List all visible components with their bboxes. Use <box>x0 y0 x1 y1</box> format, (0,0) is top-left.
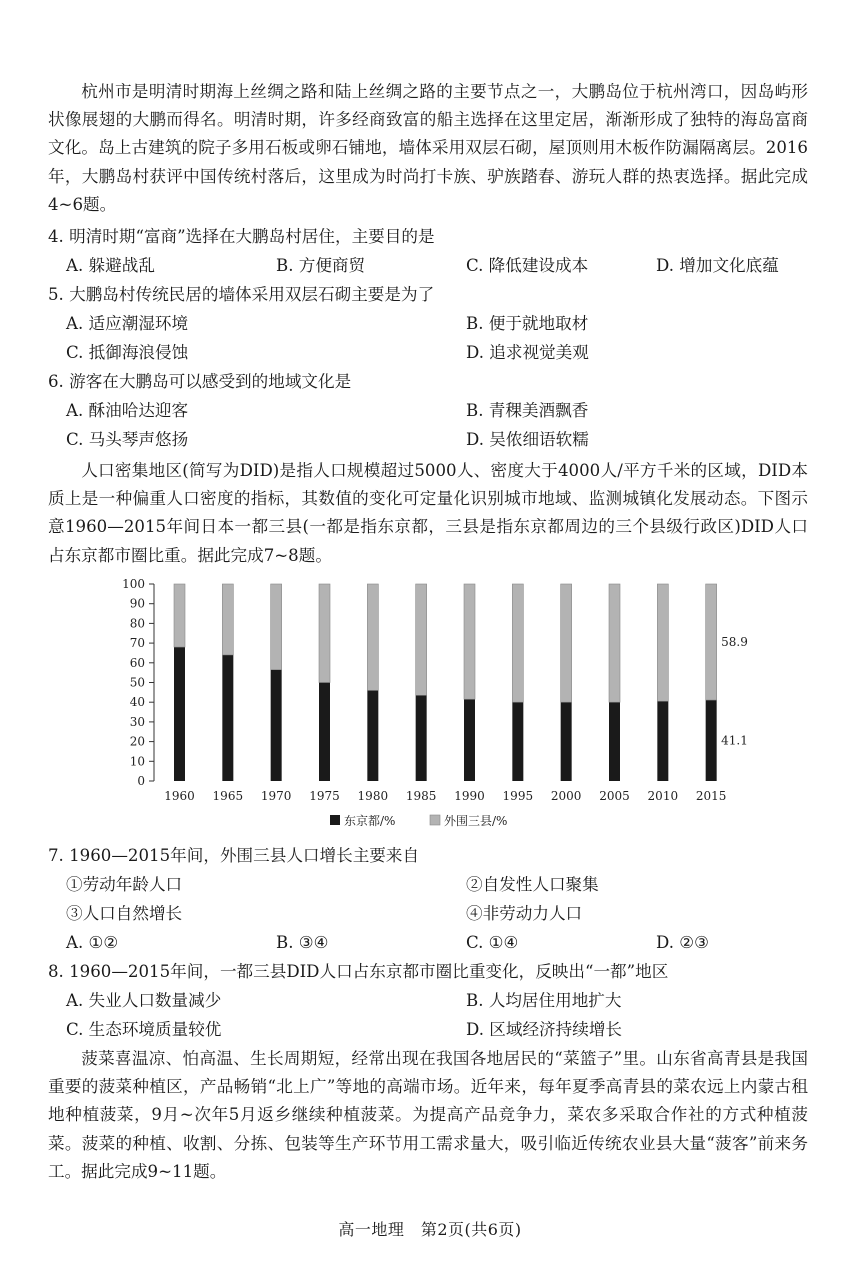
y-tick-label: 100 <box>122 577 145 591</box>
question-6-stem: 6. 游客在大鹏岛可以感受到的地域文化是 <box>48 372 352 391</box>
q6-option-a: A. 酥油哈达迎客 <box>66 401 189 420</box>
q7-item-4: ④非劳动力人口 <box>466 904 583 923</box>
q8-option-a: A. 失业人口数量减少 <box>66 991 222 1010</box>
x-tick-label: 2000 <box>550 789 582 803</box>
x-tick-label: 1960 <box>164 789 195 803</box>
y-tick-label: 50 <box>129 675 145 690</box>
legend-swatch-outer-three <box>430 815 440 825</box>
bar-outer-three <box>271 584 282 670</box>
bar-outer-three <box>319 584 330 683</box>
y-tick-label: 0 <box>137 774 145 788</box>
bar-tokyo <box>367 690 378 781</box>
q6-option-d: D. 吴侬细语软糯 <box>466 430 589 449</box>
bar-outer-three <box>706 584 717 700</box>
x-tick-label: 1990 <box>454 789 485 803</box>
bar-tokyo <box>657 701 668 781</box>
question-7-stem: 7. 1960—2015年间，外围三县人口增长主要来自 <box>48 846 420 865</box>
data-label-tokyo: 41.1 <box>721 733 748 748</box>
q4-option-b: B. 方便商贸 <box>276 256 366 275</box>
bar-outer-three <box>609 584 620 702</box>
q6-option-b: B. 青稞美酒飘香 <box>466 401 589 420</box>
passage-spinach: 菠菜喜温凉、怕高温、生长周期短，经常出现在我国各地居民的“菜篮子”里。山东省高青县是我国重要的菠菜种植区，产品畅销“北上广”等地的高端市场。近年来，每年夏季高青县的菜农远上内蒙古租地种植菠菜，9月~次年5月返乡继续种植菠菜。为提高产品竞争力，菜农多采取合作社的方式种植菠菜。菠菜的种植、收割、分拣、包装等生产环节用工需求量大，吸引临近传统农业县大量“菠客”前来务工。据此完成9~11题。 <box>48 1049 808 1181</box>
passage-did-tokyo: 人口密集地区(简写为DID)是指人口规模超过5000人、密度大于4000人/平方千米的区域，DID本质上是一种偏重人口密度的指标，其数值的变化可定量化识别城市地域、监测城镇化发展动态。下图示意1960—2015年间日本一都三县(一都是指东京都，三县是指东京都周边的三个县级行政区)DID人口占东京都市圈比重。据此完成7~8题。 <box>48 461 808 565</box>
bar-tokyo <box>561 702 572 781</box>
q7-item-1: ①劳动年龄人口 <box>66 875 183 894</box>
bar-outer-three <box>561 584 572 702</box>
q7-item-3: ③人口自然增长 <box>66 904 183 923</box>
data-label-outer-three: 58.9 <box>721 635 748 650</box>
x-tick-label: 1975 <box>309 789 340 803</box>
y-tick-label: 30 <box>129 714 145 729</box>
q8-option-b: B. 人均居住用地扩大 <box>466 991 622 1010</box>
q6-option-c: C. 马头琴声悠扬 <box>66 430 189 449</box>
x-tick-label: 2015 <box>695 789 727 803</box>
q7-option-b: B. ③④ <box>276 933 329 952</box>
x-tick-label: 1985 <box>405 789 437 803</box>
q5-option-a: A. 适应潮湿环境 <box>66 314 189 333</box>
bar-outer-three <box>222 584 233 655</box>
q7-item-2: ②自发性人口聚集 <box>466 875 599 894</box>
did-population-chart <box>108 574 748 844</box>
q7-option-d: D. ②③ <box>656 933 710 952</box>
legend-swatch-tokyo <box>330 815 340 825</box>
q5-option-d: D. 追求视觉美观 <box>466 343 589 362</box>
bar-tokyo <box>271 670 282 781</box>
bar-outer-three <box>174 584 185 647</box>
bar-outer-three <box>512 584 523 702</box>
x-tick-label: 1965 <box>212 789 244 803</box>
bar-outer-three <box>464 584 475 699</box>
q5-option-b: B. 便于就地取材 <box>466 314 589 333</box>
bar-outer-three <box>367 584 378 690</box>
y-tick-label: 60 <box>129 655 145 670</box>
bar-tokyo <box>706 700 717 781</box>
y-tick-label: 70 <box>129 636 145 651</box>
bar-tokyo <box>512 702 523 781</box>
bar-outer-three <box>657 584 668 701</box>
q7-option-c: C. ①④ <box>466 933 519 952</box>
y-tick-label: 40 <box>129 695 145 710</box>
q8-option-c: C. 生态环境质量较优 <box>66 1020 222 1039</box>
y-tick-label: 10 <box>129 754 145 769</box>
q7-option-a: A. ①② <box>66 933 119 952</box>
bar-tokyo <box>609 702 620 781</box>
y-tick-label: 20 <box>129 734 145 749</box>
question-4-stem: 4. 明清时期“富商”选择在大鹏岛村居住，主要目的是 <box>48 227 435 246</box>
q4-option-d: D. 增加文化底蕴 <box>656 256 779 275</box>
question-8-stem: 8. 1960—2015年间，一都三县DID人口占东京都市圈比重变化，反映出“一都”地区 <box>48 962 669 981</box>
q4-option-c: C. 降低建设成本 <box>466 256 589 275</box>
passage-dapeng-island: 杭州市是明清时期海上丝绸之路和陆上丝绸之路的主要节点之一，大鹏岛位于杭州湾口，因岛屿形状像展翅的大鹏而得名。明清时期，许多经商致富的船主选择在这里定居，渐渐形成了独特的海岛富商文化。岛上古建筑的院子多用石板或卵石铺地，墙体采用双层石砌，屋顶则用木板作防漏隔离层。2016年，大鹏岛村获评中国传统村落后，这里成为时尚打卡族、驴族踏春、游玩人群的热衷选择。据此完成4~6题。 <box>48 82 808 214</box>
x-tick-label: 2010 <box>647 789 679 803</box>
bar-tokyo <box>464 699 475 781</box>
bar-tokyo <box>319 683 330 782</box>
legend-label-outer-three: 外围三县/% <box>444 814 508 828</box>
x-tick-label: 2005 <box>599 789 630 803</box>
legend-label-tokyo: 东京都/% <box>344 814 396 828</box>
question-5-stem: 5. 大鹏岛村传统民居的墙体采用双层石砌主要是为了 <box>48 285 435 304</box>
q8-option-d: D. 区域经济持续增长 <box>466 1020 623 1039</box>
page-footer: 高一地理 第2页(共6页) <box>338 1220 522 1239</box>
bar-tokyo <box>174 647 185 781</box>
x-tick-label: 1980 <box>357 789 389 803</box>
bar-outer-three <box>416 584 427 695</box>
x-tick-label: 1970 <box>260 789 292 803</box>
y-tick-label: 80 <box>129 616 145 631</box>
q4-option-a: A. 躲避战乱 <box>66 256 155 275</box>
bar-tokyo <box>222 655 233 781</box>
q5-option-c: C. 抵御海浪侵蚀 <box>66 343 189 362</box>
bar-tokyo <box>416 695 427 781</box>
x-tick-label: 1995 <box>502 789 534 803</box>
y-tick-label: 90 <box>129 596 145 611</box>
